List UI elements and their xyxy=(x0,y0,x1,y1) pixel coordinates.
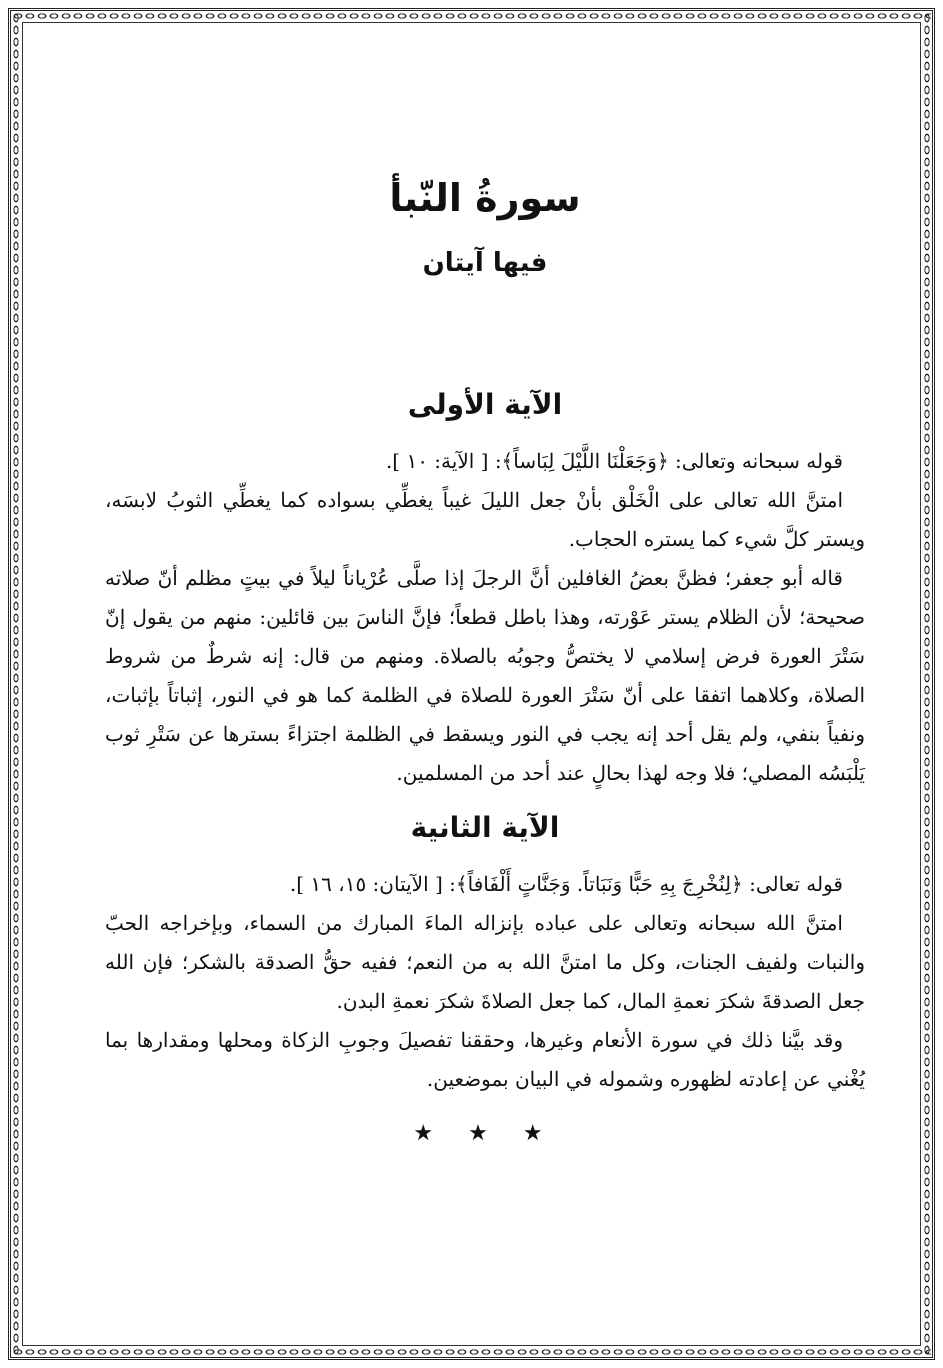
surah-title: سورةُ النّبأ xyxy=(389,176,581,220)
section-heading-second-verse: الآية الثانية xyxy=(410,811,560,844)
paragraph: امتنَّ الله سبحانه وتعالى على عباده بإنزاله الماءَ المبارك من السماء، وبإخراجه الحبّ والنبات ولفيف الجنات، وكل ما امتنَّ الله به من النعم؛ ففيه حقُّ الصدقة بالشكر؛ فإن الله جعل الصدقةَ شكرَ نعمةِ المال، كما جعل الصلاةَ شكرَ نعمةِ البدن. xyxy=(105,911,865,1013)
ornamental-border-bottom xyxy=(12,1346,931,1358)
ornamental-border-top xyxy=(12,10,931,22)
verse-quote-second: قوله تعالى: ﴿لِنُخْرِجَ بِهِ حَبًّا وَنَبَاتاً. وَجَنَّاتٍ أَلْفَافاً﴾: [ الآيتان: ١٥، ١٦ ]. xyxy=(289,872,843,896)
surah-subtitle: فيها آيتان xyxy=(422,248,548,278)
paragraph: وقد بيَّنا ذلك في سورة الأنعام وغيرها، وحققنا تفصيلَ وجوبِ الزكاة ومحلها ومقدارها بما يُغْني عن إعادته لظهوره وشموله في البيان بموضعين. xyxy=(105,1028,865,1091)
paragraph: قاله أبو جعفر؛ فظنَّ بعضُ الغافلين أنَّ الرجلَ إذا صلَّى عُرْياناً ليلاً في بيتٍ مظلم أنّ صلاته صحيحة؛ لأن الظلام يستر عَوْرته، وهذا باطل قطعاً؛ فإنَّ الناسَ بين قائلين: منهم من يقول إنّ سَتْرَ العورة فرض إسلامي لا يختصُّ وجوبُه بالصلاة. ومنهم من قال: إنه شرطٌ من شروط الصلاة، وكلاهما اتفقا على أنّ سَتْرَ العورة للصلاة في الظلمة كما هو في النور، إثباتاً بإثبات، ونفياً بنفي، ولم يقل أحد إنه يجب في النور ويسقط في الظلمة اجتزاءً بسترها عن سَتْرِ ثوب يَلْبَسُه المصلي؛ فلا وجه لهذا بحالٍ عند أحد من المسلمين. xyxy=(105,566,865,785)
end-of-chapter-stars: ★ ★ ★ xyxy=(413,1121,557,1146)
verse-quote-first: قوله سبحانه وتعالى: ﴿وَجَعَلْنَا اللَّيْلَ لِبَاساً﴾: [ الآية: ١٠ ]. xyxy=(385,449,843,473)
paragraph: امتنَّ الله تعالى على الْخَلْق بأنْ جعل الليلَ غيباً يغطِّي بسواده كما يغطِّي الثوبُ لابسَه، ويستر كلَّ شيء كما يستره الحجاب. xyxy=(105,488,865,551)
section-heading-first-verse: الآية الأولى xyxy=(407,388,563,421)
ornamental-border-left xyxy=(10,12,22,1356)
ornamental-border-right xyxy=(921,12,933,1356)
page-content xyxy=(105,150,865,1146)
